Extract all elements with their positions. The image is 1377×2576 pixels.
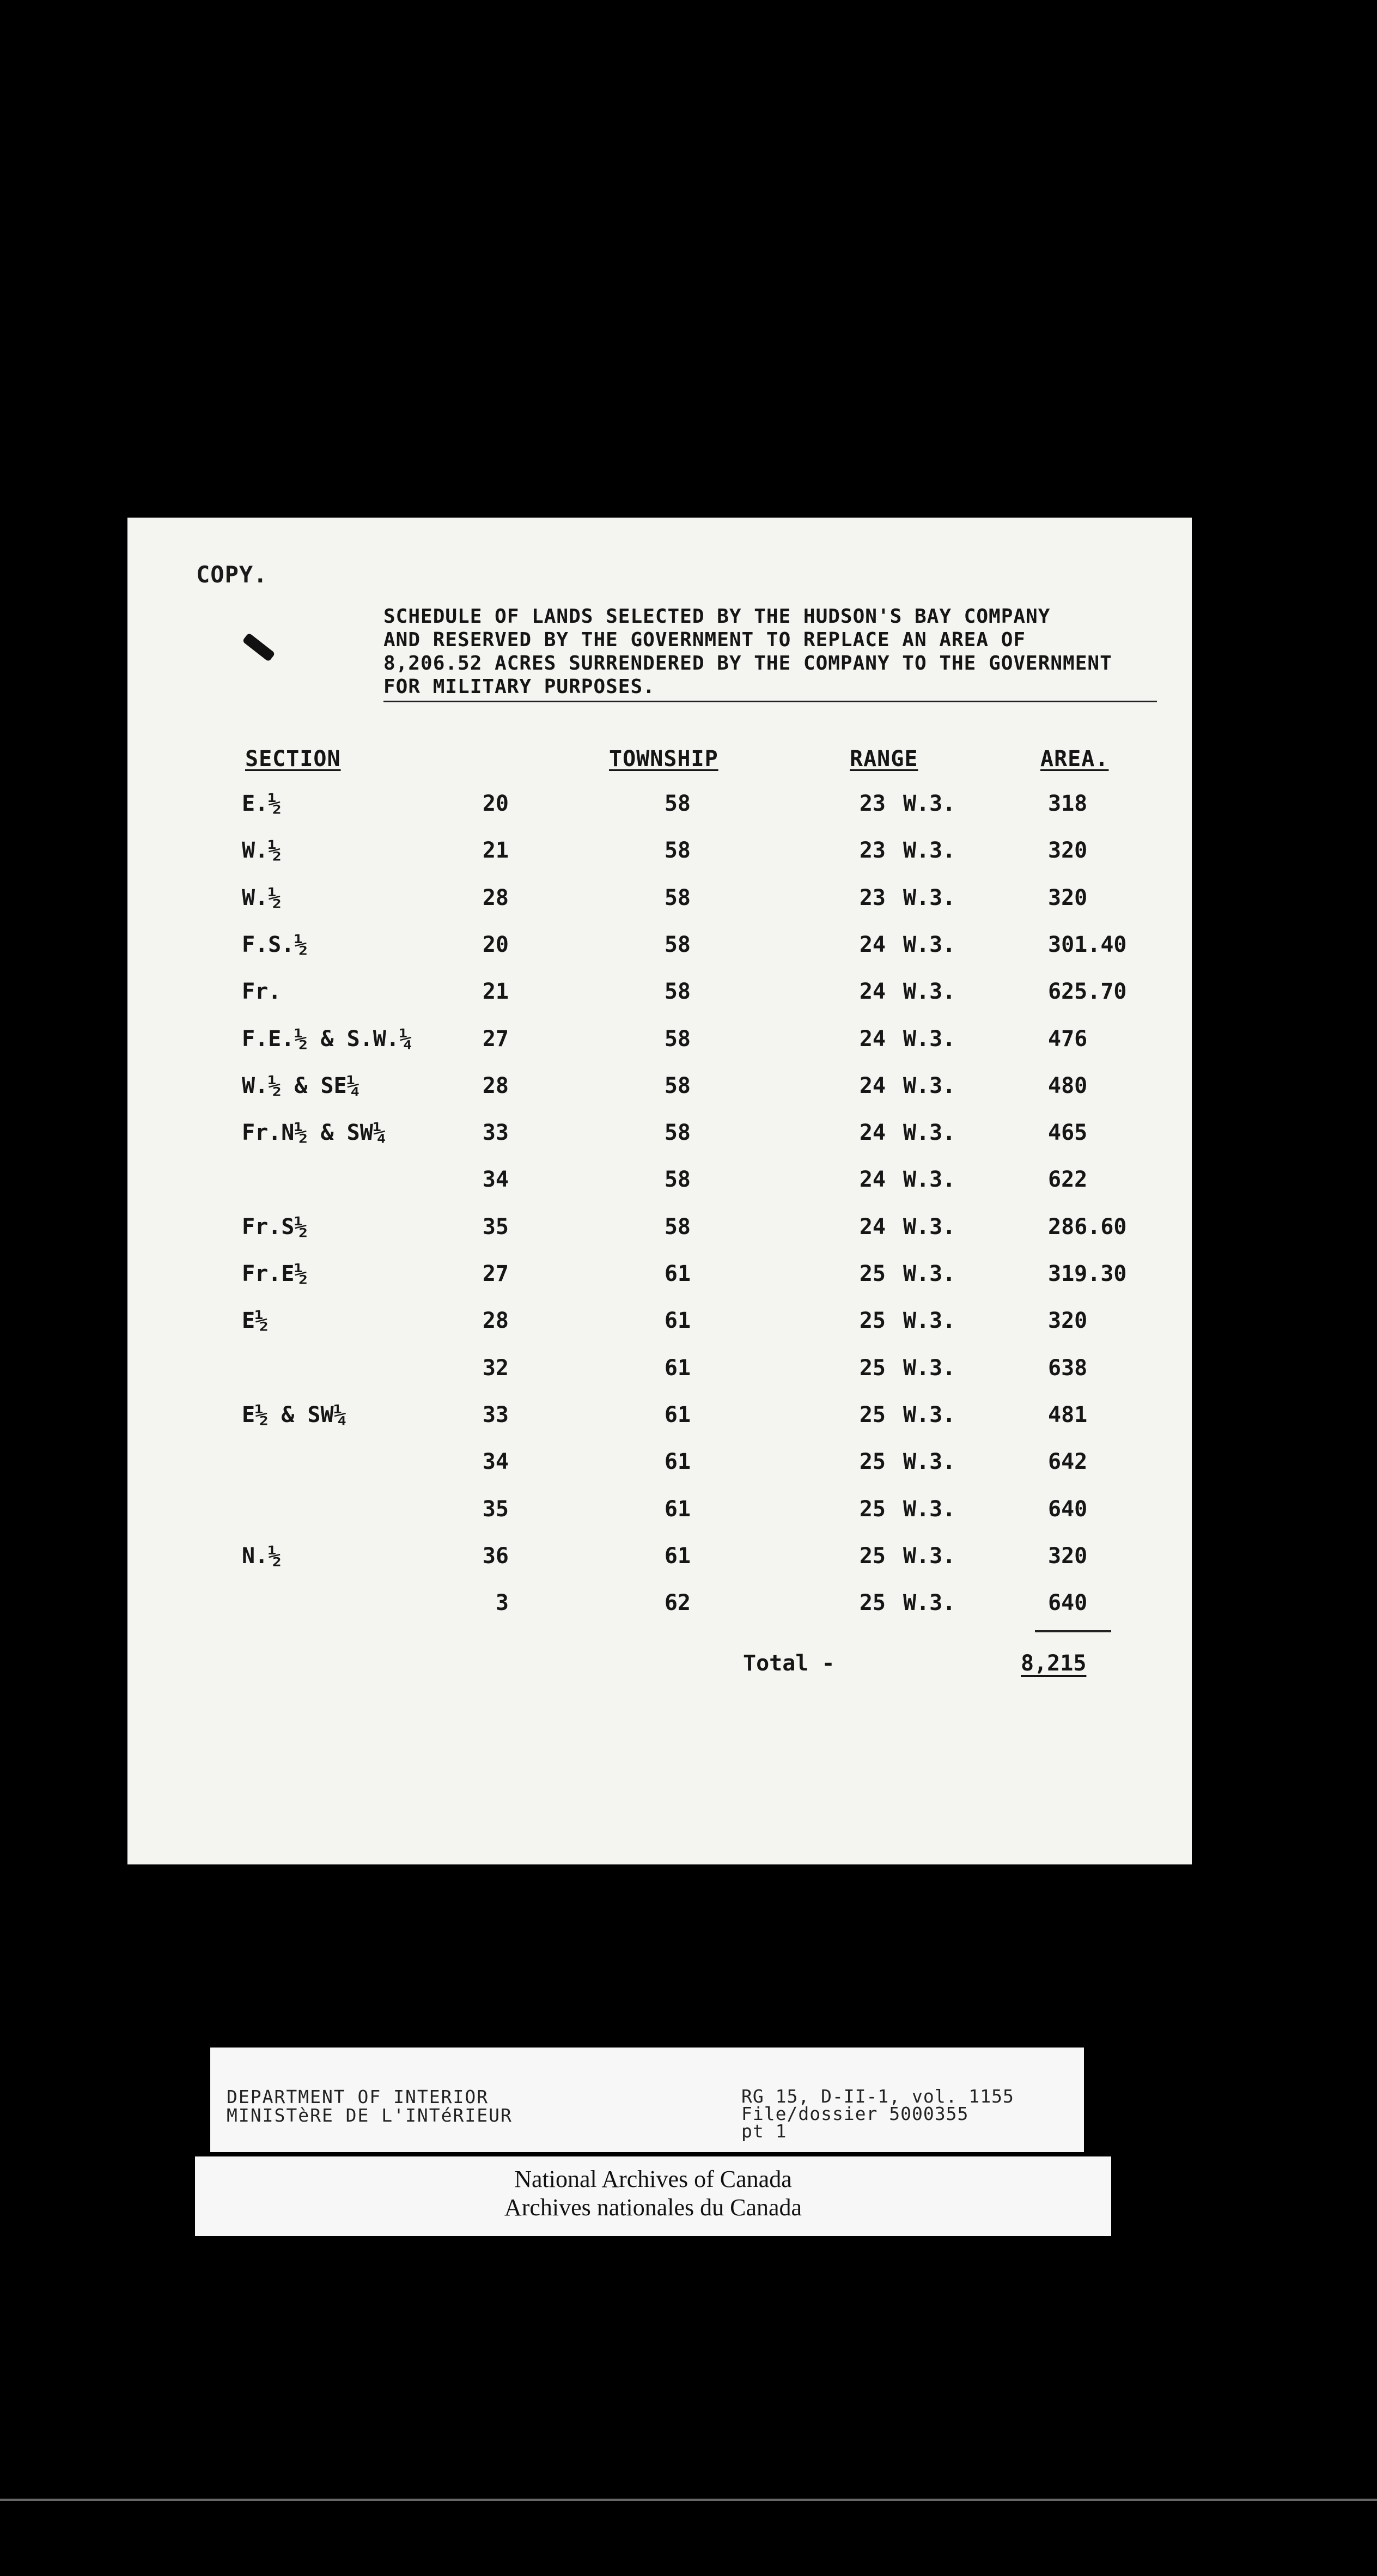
table-row: [127, 838, 1192, 871]
archives-banner: [195, 2156, 1111, 2236]
row-range: 23: [859, 791, 886, 816]
row-area: 622: [1048, 1167, 1088, 1192]
row-township: 58: [664, 979, 691, 1004]
row-section: E½ & SW¼: [242, 1402, 347, 1427]
row-section: W.½ & SE¼: [242, 1073, 360, 1098]
table-row: [127, 1308, 1192, 1341]
row-area: 320: [1048, 838, 1088, 863]
row-meridian: W.3.: [903, 885, 956, 910]
row-range: 24: [859, 979, 886, 1004]
table-row: [127, 1402, 1192, 1435]
table-row: [127, 979, 1192, 1012]
table-row: [127, 1590, 1192, 1623]
header-township: TOWNSHIP: [609, 746, 718, 771]
row-meridian: W.3.: [903, 1120, 956, 1145]
table-row: [127, 1497, 1192, 1529]
row-meridian: W.3.: [903, 838, 956, 863]
row-lot-number: 33: [482, 1402, 509, 1427]
total-label: Total -: [743, 1651, 835, 1676]
row-range: 24: [859, 1026, 886, 1052]
row-township: 61: [664, 1356, 691, 1381]
department-fr: MINISTèRE DE L'INTéRIEUR: [227, 2105, 513, 2126]
row-township: 61: [664, 1449, 691, 1474]
row-lot-number: 35: [482, 1497, 509, 1522]
row-township: 58: [664, 1214, 691, 1240]
row-meridian: W.3.: [903, 1402, 956, 1427]
table-row: [127, 1261, 1192, 1294]
row-meridian: W.3.: [903, 1544, 956, 1569]
row-meridian: W.3.: [903, 1261, 956, 1286]
total-rule: [1035, 1630, 1111, 1632]
archive-reference-label: [210, 2048, 1084, 2152]
row-range: 24: [859, 1167, 886, 1192]
total-value: 8,215: [1021, 1651, 1087, 1676]
row-lot-number: 32: [482, 1356, 509, 1381]
table-row: [127, 885, 1192, 918]
copy-label: COPY.: [196, 561, 268, 588]
row-area: 642: [1048, 1449, 1088, 1474]
row-range: 25: [859, 1497, 886, 1522]
row-lot-number: 33: [482, 1120, 509, 1145]
table-row: [127, 791, 1192, 824]
row-lot-number: 36: [482, 1544, 509, 1569]
row-township: 61: [664, 1308, 691, 1333]
row-area: 465: [1048, 1120, 1088, 1145]
row-township: 62: [664, 1590, 691, 1615]
row-section: W.½: [242, 885, 282, 910]
row-section: E.½: [242, 791, 282, 816]
row-range: 25: [859, 1356, 886, 1381]
row-meridian: W.3.: [903, 1590, 956, 1615]
table-row: [127, 1167, 1192, 1200]
row-township: 58: [664, 1167, 691, 1192]
reference-line: RG 15, D-II-1, vol. 1155: [741, 2086, 1014, 2107]
pen-mark: [242, 633, 275, 662]
row-meridian: W.3.: [903, 1308, 956, 1333]
table-row: [127, 1026, 1192, 1059]
header-range: RANGE: [850, 746, 918, 771]
row-township: 61: [664, 1544, 691, 1569]
row-section: E½: [242, 1308, 269, 1333]
row-area: 481: [1048, 1402, 1088, 1427]
row-section: Fr.S½: [242, 1214, 308, 1240]
row-lot-number: 34: [482, 1167, 509, 1192]
department-block: [227, 2088, 513, 2125]
row-lot-number: 21: [482, 838, 509, 863]
row-section: F.S.½: [242, 932, 308, 957]
row-lot-number: 27: [482, 1026, 509, 1052]
row-lot-number: 28: [482, 1073, 509, 1098]
document-page: [127, 518, 1192, 1864]
row-meridian: W.3.: [903, 1449, 956, 1474]
row-range: 24: [859, 1120, 886, 1145]
row-township: 58: [664, 885, 691, 910]
row-area: 320: [1048, 885, 1088, 910]
title-line: AND RESERVED BY THE GOVERNMENT TO REPLACE AN AREA OF: [383, 629, 1026, 651]
archives-name-en: National Archives of Canada: [514, 2166, 792, 2192]
row-lot-number: 34: [482, 1449, 509, 1474]
row-area: 640: [1048, 1497, 1088, 1522]
row-lot-number: 20: [482, 932, 509, 957]
row-township: 61: [664, 1497, 691, 1522]
row-lot-number: 21: [482, 979, 509, 1004]
reference-line: pt 1: [741, 2121, 787, 2142]
row-area: 319.30: [1048, 1261, 1127, 1286]
row-area: 320: [1048, 1308, 1088, 1333]
row-area: 318: [1048, 791, 1088, 816]
row-lot-number: 28: [482, 1308, 509, 1333]
reference-line: File/dossier 5000355: [741, 2103, 969, 2124]
row-meridian: W.3.: [903, 979, 956, 1004]
schedule-title: [383, 605, 1179, 698]
row-meridian: W.3.: [903, 932, 956, 957]
row-range: 24: [859, 1214, 886, 1240]
row-meridian: W.3.: [903, 1214, 956, 1240]
reference-block: [741, 2088, 1014, 2140]
row-lot-number: 35: [482, 1214, 509, 1240]
row-township: 58: [664, 1073, 691, 1098]
row-township: 58: [664, 1026, 691, 1052]
row-range: 23: [859, 838, 886, 863]
table-row: [127, 1449, 1192, 1482]
row-area: 286.60: [1048, 1214, 1127, 1240]
row-lot-number: 20: [482, 791, 509, 816]
row-range: 24: [859, 1073, 886, 1098]
row-range: 23: [859, 885, 886, 910]
row-township: 58: [664, 791, 691, 816]
row-section: Fr.: [242, 979, 282, 1004]
title-line: 8,206.52 ACRES SURRENDERED BY THE COMPANY TO THE GOVERNMENT: [383, 652, 1112, 675]
row-meridian: W.3.: [903, 1026, 956, 1052]
row-area: 640: [1048, 1590, 1088, 1615]
table-row: [127, 1544, 1192, 1576]
row-township: 61: [664, 1402, 691, 1427]
row-area: 625.70: [1048, 979, 1127, 1004]
row-range: 25: [859, 1402, 886, 1427]
table-row: [127, 1120, 1192, 1153]
row-area: 320: [1048, 1544, 1088, 1569]
row-lot-number: 3: [495, 1590, 509, 1615]
department-en: DEPARTMENT OF INTERIOR: [227, 2086, 489, 2107]
archives-name-fr: Archives nationales du Canada: [504, 2194, 802, 2221]
row-section: Fr.E½: [242, 1261, 308, 1286]
row-section: N.½: [242, 1544, 282, 1569]
row-range: 25: [859, 1261, 886, 1286]
row-lot-number: 27: [482, 1261, 509, 1286]
row-area: 638: [1048, 1356, 1088, 1381]
row-lot-number: 28: [482, 885, 509, 910]
header-section: SECTION: [245, 746, 341, 771]
row-meridian: W.3.: [903, 1167, 956, 1192]
table-row: [127, 1356, 1192, 1388]
title-line: SCHEDULE OF LANDS SELECTED BY THE HUDSON'S BAY COMPANY: [383, 605, 1051, 628]
row-township: 58: [664, 932, 691, 957]
row-meridian: W.3.: [903, 1497, 956, 1522]
title-line: FOR MILITARY PURPOSES.: [383, 676, 655, 698]
header-area: AREA.: [1040, 746, 1109, 771]
table-row: [127, 1214, 1192, 1247]
row-range: 25: [859, 1590, 886, 1615]
row-area: 476: [1048, 1026, 1088, 1052]
row-range: 25: [859, 1308, 886, 1333]
row-range: 24: [859, 932, 886, 957]
row-range: 25: [859, 1449, 886, 1474]
row-section: F.E.½ & S.W.¼: [242, 1026, 413, 1052]
row-township: 58: [664, 838, 691, 863]
row-section: W.½: [242, 838, 282, 863]
bottom-divider: [0, 2499, 1377, 2501]
row-area: 301.40: [1048, 932, 1127, 957]
row-meridian: W.3.: [903, 1073, 956, 1098]
row-range: 25: [859, 1544, 886, 1569]
row-area: 480: [1048, 1073, 1088, 1098]
row-meridian: W.3.: [903, 791, 956, 816]
title-underline: [383, 701, 1157, 702]
row-section: Fr.N½ & SW¼: [242, 1120, 386, 1145]
row-meridian: W.3.: [903, 1356, 956, 1381]
table-row: [127, 932, 1192, 965]
row-township: 61: [664, 1261, 691, 1286]
table-row: [127, 1073, 1192, 1106]
row-township: 58: [664, 1120, 691, 1145]
